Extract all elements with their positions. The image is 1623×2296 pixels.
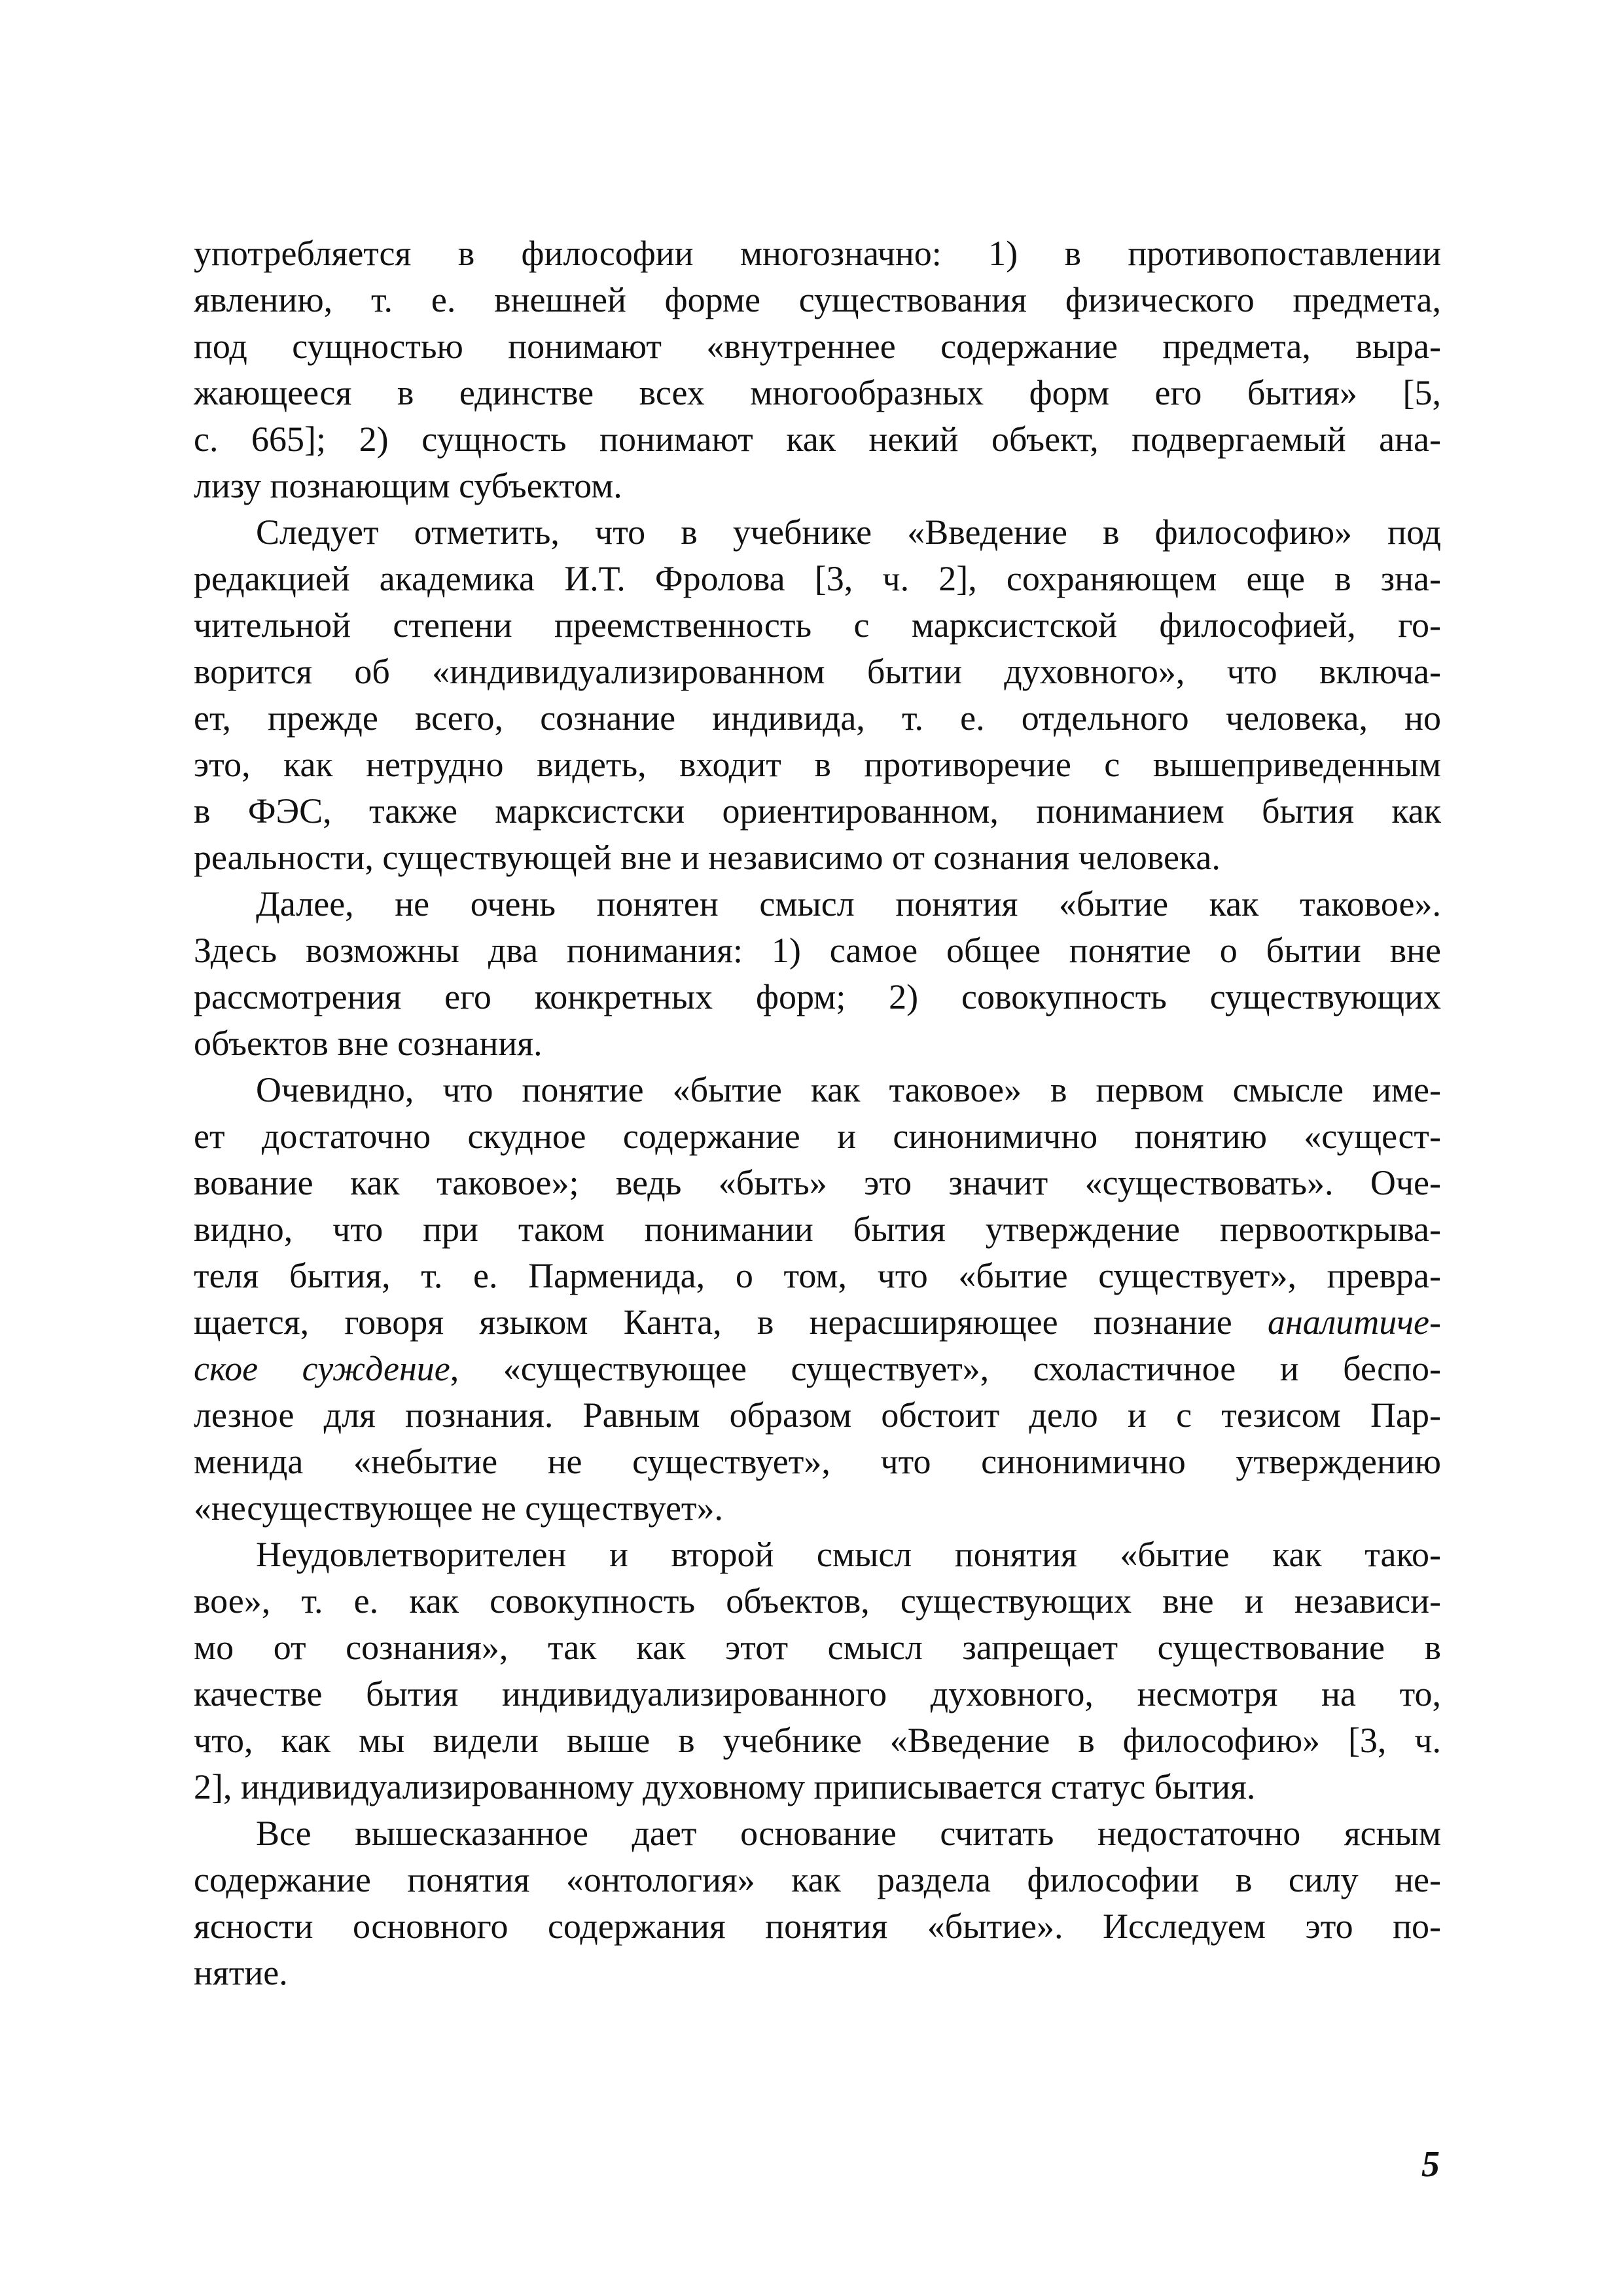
text-line: ет достаточно скудное содержание и синонимично понятию «сущест- xyxy=(194,1117,1441,1156)
text-line: Следует отметить, что в учебнике «Введение в философию» под xyxy=(256,512,1441,552)
text-line: «несуществующее не существует». xyxy=(194,1488,724,1528)
text-line: видно, что при таком понимании бытия утверждение первооткрыва- xyxy=(194,1210,1441,1249)
text-line: Неудовлетворителен и второй смысл понятия «бытие как тако- xyxy=(256,1535,1441,1574)
text-run: щается, говоря языком Канта, в нерасширяющее познание xyxy=(194,1302,1268,1342)
text-line: нятие. xyxy=(194,1953,288,1992)
text-line: мо от сознания», так как этот смысл запрещает существование в xyxy=(194,1628,1441,1667)
paragraph-6 xyxy=(194,1810,1441,1996)
paragraph-2 xyxy=(194,509,1441,881)
text-line: реальности, существующей вне и независимо от сознания человека. xyxy=(194,838,1221,877)
text-line: ясности основного содержания понятия «бытие». Исследуем это по- xyxy=(194,1907,1441,1946)
text-line: объектов вне сознания. xyxy=(194,1024,543,1063)
text-line: менида «небытие не существует», что синонимично утверждению xyxy=(194,1442,1441,1481)
paragraph-5 xyxy=(194,1532,1441,1810)
text-line: это, как нетрудно видеть, входит в противоречие с вышеприведенным xyxy=(194,745,1441,784)
text-line: под сущностью понимают «внутреннее содержание предмета, выра- xyxy=(194,327,1441,366)
paragraph-3 xyxy=(194,881,1441,1067)
text-line: что, как мы видели выше в учебнике «Введение в философию» [3, ч. xyxy=(194,1721,1441,1760)
text-line: в ФЭС, также марксистски ориентированном, пониманием бытия как xyxy=(194,791,1441,831)
text-line: жающееся в единстве всех многообразных форм его бытия» [5, xyxy=(194,373,1441,412)
text-line xyxy=(194,1299,1441,1346)
text-line: вое», т. е. как совокупность объектов, существующих вне и независи- xyxy=(194,1581,1441,1621)
text-line: вование как таковое»; ведь «быть» это значит «существовать». Оче- xyxy=(194,1163,1441,1202)
text-line: Далее, не очень понятен смысл понятия «бытие как таковое». xyxy=(256,884,1441,924)
text-line: ет, прежде всего, сознание индивида, т. е. отдельного человека, но xyxy=(194,698,1441,738)
text-line: 2], индивидуализированному духовному приписывается статус бытия. xyxy=(194,1767,1256,1806)
text-line: ворится об «индивидуализированном бытии духовного», что включа- xyxy=(194,652,1441,691)
italic-term: ское суждение xyxy=(194,1349,450,1388)
text-line: лизу познающим субъектом. xyxy=(194,466,622,505)
text-line: чительной степени преемственность с марксистской философией, го- xyxy=(194,605,1441,645)
text-line: явлению, т. е. внешней форме существования физического предмета, xyxy=(194,280,1441,319)
text-line: теля бытия, т. е. Парменида, о том, что «бытие существует», превра- xyxy=(194,1256,1441,1295)
paragraph-4 xyxy=(194,1067,1441,1532)
text-line: содержание понятия «онтология» как раздела философии в силу не- xyxy=(194,1860,1441,1899)
text-line: лезное для познания. Равным образом обстоит дело и с тезисом Пар- xyxy=(194,1395,1441,1435)
text-run: , «существующее существует», схоластичное и беспо- xyxy=(450,1349,1441,1388)
text-line: редакцией академика И.Т. Фролова [3, ч. 2], сохраняющем еще в зна- xyxy=(194,559,1441,598)
text-line: Очевидно, что понятие «бытие как таковое» в первом смысле име- xyxy=(256,1070,1441,1109)
text-line: с. 665]; 2) сущность понимают как некий объект, подвергаемый ана- xyxy=(194,420,1441,459)
text-line: качестве бытия индивидуализированного духовного, несмотря на то, xyxy=(194,1674,1441,1713)
text-line: Все вышесказанное дает основание считать недостаточно ясным xyxy=(256,1814,1441,1853)
text-line: употребляется в философии многозначно: 1) в противопоставлении xyxy=(194,234,1441,273)
italic-term: аналитиче- xyxy=(1267,1302,1441,1342)
paragraph-1 xyxy=(194,230,1441,509)
page-number: 5 xyxy=(1421,2144,1440,2185)
body-text xyxy=(194,230,1441,1996)
text-line: Здесь возможны два понимания: 1) самое общее понятие о бытии вне xyxy=(194,931,1441,970)
text-line: рассмотрения его конкретных форм; 2) совокупность существующих xyxy=(194,977,1441,1016)
text-line xyxy=(194,1346,1441,1392)
